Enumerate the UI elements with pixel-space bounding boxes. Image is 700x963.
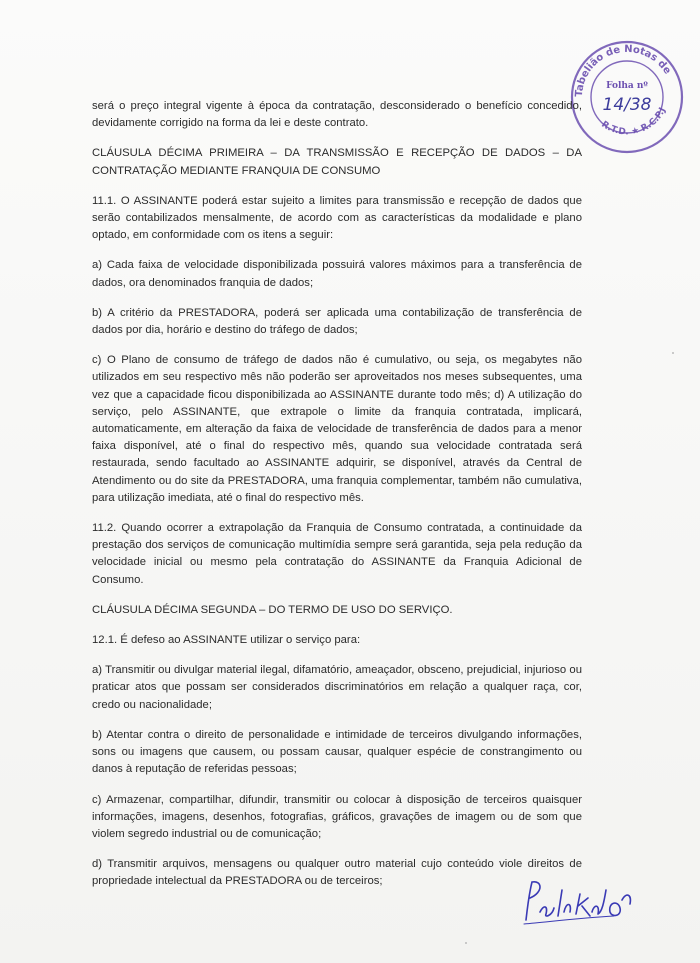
stamp-label: Folha nº: [606, 81, 648, 91]
clause-12-1-c: c) Armazenar, compartilhar, difundir, transmitir ou colocar à disposição de terceiros quaisquer informações, imagens, desenhos, fotografias, gráficos, gravações de imagem ou de som que violem segredo industrial ou de comunicação;: [92, 793, 582, 840]
paper-speck: [672, 352, 674, 354]
notary-stamp: [568, 38, 686, 156]
stamp-number: 14/38: [602, 95, 652, 115]
clause-11-1: 11.1. O ASSINANTE poderá estar sujeito a limites para transmissão e recepção de dados que serão contabilizados mensalmente, de acordo com as características da modalidade e plano optado, em conformidade com os itens a seguir:: [92, 194, 582, 242]
clause-12-1-d: d) Transmitir arquivos, mensagens ou qualquer outro material cujo conteúdo viole direitos de propriedade intelectual da PRESTADORA ou de terceiros;: [92, 858, 582, 888]
stamp-ring-text: Tabelião de Notas de: [573, 43, 673, 98]
clause-11-2: 11.2. Quando ocorrer a extrapolação da Franquia de Consumo contratada, a continuidade da prestação dos serviços de comunicação multimídia sempre será garantida, seja pela redução da velocidade inicial ou mesmo pela contratação do ASSINANTE da Franquia Adicional de Consumo.: [92, 522, 582, 586]
clause-11-1-a: a) Cada faixa de velocidade disponibilizada possuirá valores máximos para a transferência de dados, ora denominados franquia de dados;: [92, 259, 582, 289]
document-body: [92, 98, 582, 904]
clause-12-1-a: a) Transmitir ou divulgar material ilegal, difamatório, ameaçador, obsceno, prejudicial, injurioso ou praticar atos que possam ser considerados discriminatórios em relação a qualquer raça, cor, credo ou nacionalidade;: [92, 664, 582, 711]
clause-12-1: 12.1. É defeso ao ASSINANTE utilizar o serviço para:: [92, 634, 361, 647]
clause-11-1-c-d: c) O Plano de consumo de tráfego de dados não é cumulativo, ou seja, os megabytes não utilizados em seu respectivo mês não poderão ser aproveitados nos meses subsequentes, uma vez que a capacidade ficou disponibilizada ao ASSINANTE durante todo mês; d) A utilização do serviço, pelo ASSINANTE, que extrapole o limite da franquia contratada, implicará, automaticamente, em alteração da faixa de velocidade de transferência de dados para a menor faixa disponível, até o final do respectivo mês, quando sua velocidade contratada será restaurada, sendo facultado ao ASSINANTE adquirir, se disponível, através da Central de Atendimento ou do site da PRESTADORA, uma franquia complementar, também não cumulativa, para utilização imediata, até o final do respectivo mês.: [92, 354, 582, 504]
clause-12-1-b: b) Atentar contra o direito de personalidade e intimidade de terceiros divulgando informações, sons ou imagens que causem, ou possam causar, qualquer espécie de constrangimento ou danos à reputação de referidas pessoas;: [92, 728, 582, 776]
clause-eleven-heading: CLÁUSULA DÉCIMA PRIMEIRA – DA TRANSMISSÃO E RECEPÇÃO DE DADOS – DA CONTRATAÇÃO MEDIANTE FRANQUIA DE CONSUMO: [92, 147, 582, 177]
stamp-bottom-text: R.T.D. ★ R.C.P.J: [599, 106, 669, 138]
clause-11-1-b: b) A critério da PRESTADORA, poderá ser aplicada uma contabilização de transferência de dados por dia, horário e destino do tráfego de dados;: [92, 306, 582, 337]
clause-twelve-heading: CLÁUSULA DÉCIMA SEGUNDA – DO TERMO DE USO DO SERVIÇO.: [92, 603, 453, 616]
paper-speck: [465, 942, 467, 944]
handwritten-signature: [518, 872, 638, 932]
paragraph-continuation: será o preço integral vigente à época da contratação, desconsiderado o benefício concedido, devidamente corrigido na forma da lei e deste contrato.: [92, 100, 582, 130]
